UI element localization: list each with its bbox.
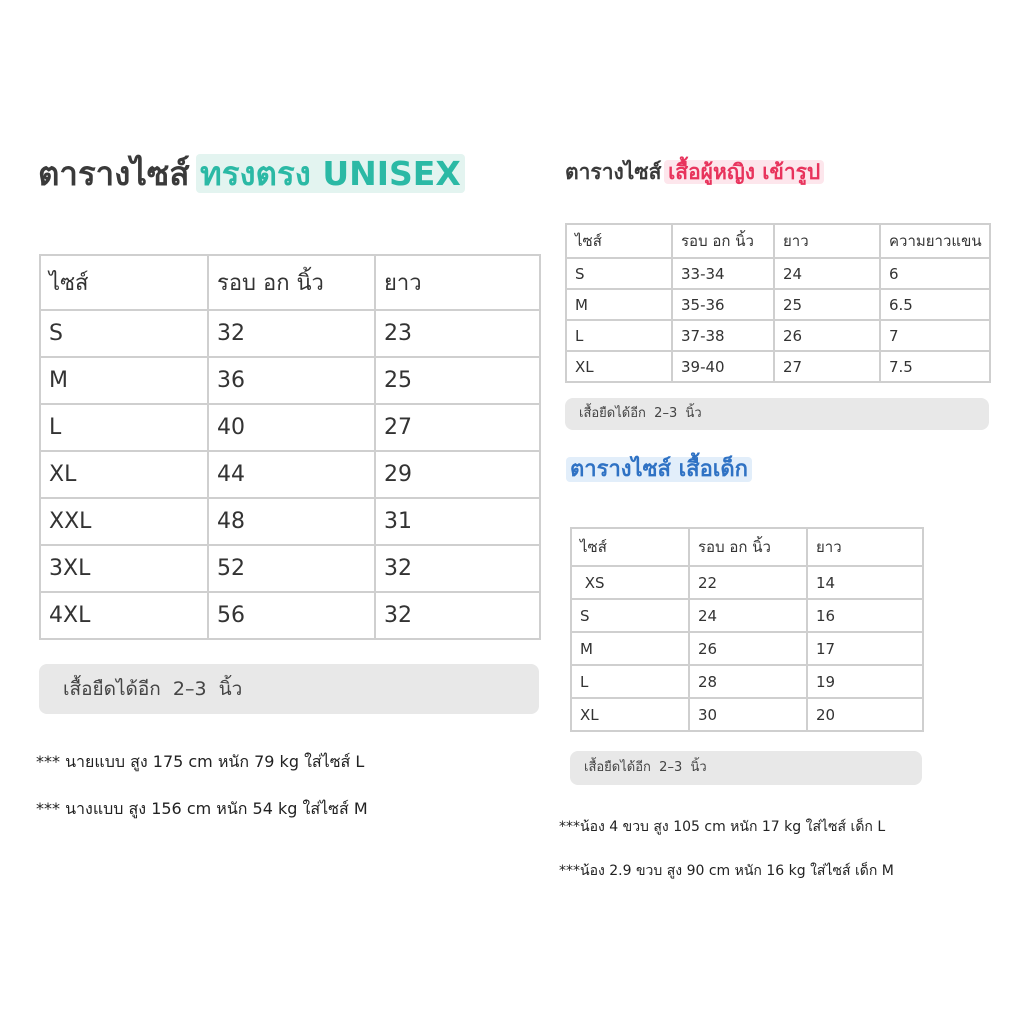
- table-row: [566, 289, 990, 320]
- cell-chest: 30: [689, 698, 807, 731]
- cell-chest: 36: [208, 357, 375, 404]
- cell-size: 3XL: [40, 545, 208, 592]
- table-row: [571, 665, 923, 698]
- table-row: [571, 632, 923, 665]
- cell-size: XL: [566, 351, 672, 382]
- cell-length: 29: [375, 451, 540, 498]
- table-header-row: [571, 528, 923, 566]
- cell-size: S: [40, 310, 208, 357]
- cell-chest: 26: [689, 632, 807, 665]
- table-header-row: [566, 224, 990, 258]
- table-row: [566, 351, 990, 382]
- table-row: [40, 310, 540, 357]
- cell-length: 25: [375, 357, 540, 404]
- unisex-title-highlight: ทรงตรง UNISEX: [196, 154, 465, 193]
- kids-stretch-note-text: เสื้อยืดได้อีก 2–3 นิ้ว: [584, 760, 707, 775]
- cell-chest: 32: [208, 310, 375, 357]
- women-stretch-note-text: เสื้อยืดได้อีก 2–3 นิ้ว: [579, 406, 702, 421]
- header-size: ไซส์: [40, 255, 208, 310]
- table-row: [571, 698, 923, 731]
- women-title: [565, 157, 824, 187]
- cell-length: 24: [774, 258, 880, 289]
- cell-chest: 56: [208, 592, 375, 639]
- cell-length: 25: [774, 289, 880, 320]
- table-header-row: [40, 255, 540, 310]
- cell-chest: 24: [689, 599, 807, 632]
- unisex-title-prefix: ตารางไซส์: [38, 154, 190, 193]
- cell-length: 26: [774, 320, 880, 351]
- header-size: ไซส์: [566, 224, 672, 258]
- women-size-table: [565, 223, 991, 383]
- cell-size: M: [566, 289, 672, 320]
- cell-size: L: [566, 320, 672, 351]
- cell-length: 32: [375, 592, 540, 639]
- model-note-male: *** นายแบบ สูง 175 cm หนัก 79 kg ใส่ไซส์ L: [36, 752, 365, 771]
- cell-size: S: [566, 258, 672, 289]
- table-row: [40, 592, 540, 639]
- cell-size: XS: [571, 566, 689, 599]
- cell-length: 16: [807, 599, 923, 632]
- cell-chest: 48: [208, 498, 375, 545]
- table-row: [571, 599, 923, 632]
- kids-size-table: [570, 527, 924, 732]
- cell-chest: 28: [689, 665, 807, 698]
- women-title-highlight: เสื้อผู้หญิง เข้ารูป: [664, 160, 824, 184]
- kids-stretch-note: [570, 751, 922, 785]
- cell-sleeve: 6.5: [880, 289, 990, 320]
- header-length: ยาว: [375, 255, 540, 310]
- cell-chest: 37-38: [672, 320, 774, 351]
- cell-size: L: [571, 665, 689, 698]
- header-chest: รอบ อก นิ้ว: [208, 255, 375, 310]
- cell-length: 31: [375, 498, 540, 545]
- table-row: [40, 545, 540, 592]
- table-row: [40, 498, 540, 545]
- cell-chest: 52: [208, 545, 375, 592]
- header-length: ยาว: [774, 224, 880, 258]
- cell-size: XL: [571, 698, 689, 731]
- child-note-4yr: ***น้อง 4 ขวบ สูง 105 cm หนัก 17 kg ใส่ไซส์ เด็ก L: [559, 819, 886, 835]
- table-row: [566, 320, 990, 351]
- cell-length: 27: [375, 404, 540, 451]
- cell-size: L: [40, 404, 208, 451]
- cell-length: 20: [807, 698, 923, 731]
- cell-chest: 39-40: [672, 351, 774, 382]
- unisex-title: [38, 152, 465, 196]
- table-row: [40, 451, 540, 498]
- cell-chest: 22: [689, 566, 807, 599]
- header-chest: รอบ อก นิ้ว: [672, 224, 774, 258]
- child-note-2-9yr: ***น้อง 2.9 ขวบ สูง 90 cm หนัก 16 kg ใส่ไซส์ เด็ก M: [559, 863, 894, 879]
- cell-length: 32: [375, 545, 540, 592]
- cell-size: XL: [40, 451, 208, 498]
- header-chest: รอบ อก นิ้ว: [689, 528, 807, 566]
- table-row: [571, 566, 923, 599]
- cell-chest: 33-34: [672, 258, 774, 289]
- table-row: [40, 357, 540, 404]
- cell-length: 19: [807, 665, 923, 698]
- cell-size: 4XL: [40, 592, 208, 639]
- cell-chest: 44: [208, 451, 375, 498]
- header-length: ยาว: [807, 528, 923, 566]
- cell-length: 27: [774, 351, 880, 382]
- cell-sleeve: 7.5: [880, 351, 990, 382]
- unisex-stretch-note-text: เสื้อยืดได้อีก 2–3 นิ้ว: [63, 678, 243, 700]
- kids-title: [566, 454, 752, 486]
- unisex-stretch-note: [39, 664, 539, 714]
- cell-length: 17: [807, 632, 923, 665]
- cell-sleeve: 6: [880, 258, 990, 289]
- header-sleeve: ความยาวแขน: [880, 224, 990, 258]
- women-title-prefix: ตารางไซส์: [565, 160, 662, 184]
- table-row: [40, 404, 540, 451]
- cell-sleeve: 7: [880, 320, 990, 351]
- cell-length: 14: [807, 566, 923, 599]
- unisex-size-table: [39, 254, 541, 640]
- model-note-female: *** นางแบบ สูง 156 cm หนัก 54 kg ใส่ไซส์ M: [36, 799, 368, 818]
- table-row: [566, 258, 990, 289]
- women-stretch-note: [565, 398, 989, 430]
- cell-length: 23: [375, 310, 540, 357]
- cell-size: M: [40, 357, 208, 404]
- cell-chest: 40: [208, 404, 375, 451]
- cell-size: XXL: [40, 498, 208, 545]
- kids-title-text: ตารางไซส์ เสื้อเด็ก: [566, 457, 752, 482]
- cell-size: M: [571, 632, 689, 665]
- cell-size: S: [571, 599, 689, 632]
- header-size: ไซส์: [571, 528, 689, 566]
- cell-chest: 35-36: [672, 289, 774, 320]
